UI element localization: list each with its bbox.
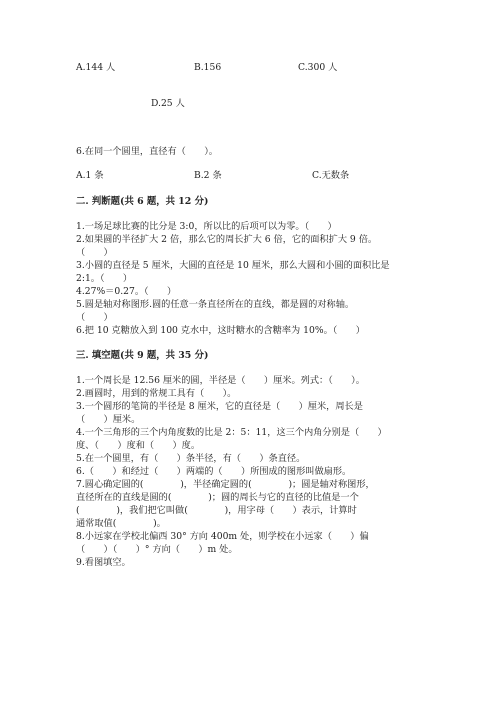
fill-line-14: （ ）（ ）° 方向（ ）m 处。 (76, 544, 238, 555)
fill-line-1: 1.一个周长是 12.56 厘米的圆，半径是（ ）厘米。列式：（ ）。 (76, 375, 365, 386)
tf-line-2: 2.如果圆的半径扩大 2 倍，那么它的周长扩大 6 倍，它的面积扩大 9 倍。 (76, 234, 378, 245)
tf-line-5: 2:1。（ ） (76, 273, 133, 284)
tf-line-1: 1.一场足球比赛的比分是 3:0，所以比的后项可以为零。（ ） (76, 221, 337, 232)
fill-line-12: 通常取值( )。 (76, 518, 166, 529)
fill-line-9: 7.圆心确定圆的( )，半径确定圆的( )；圆是轴对称图形， (76, 479, 375, 490)
fill-line-6: 度、（ ）度和（ ）度。 (76, 440, 201, 451)
fill-line-8: 6.（ ）和经过（ ）两端的（ ）所围成的图形叫做扇形。 (76, 466, 352, 477)
tf-line-8: （ ） (76, 312, 113, 323)
fill-line-4: （ ）厘米。 (76, 414, 141, 425)
section-2-title: 二. 判断题(共 6 题，共 12 分) (76, 196, 209, 207)
q5-option-b: B.156 (194, 62, 222, 73)
q6-option-b: B.2 条 (194, 170, 222, 181)
fill-line-7: 5.在一个圆里，有（ ）条半径，有（ ）条直径。 (76, 453, 306, 464)
tf-line-3: （ ） (76, 247, 113, 258)
q6-option-c: C.无数条 (312, 170, 350, 181)
fill-line-15: 9.看图填空。 (76, 557, 131, 568)
fill-line-3: 3.一个圆形的笔筒的半径是 8 厘米，它的直径是（ ）厘米，周长是 (76, 401, 363, 412)
q5-option-a: A.144 人 (76, 62, 116, 73)
section-3-title: 三. 填空题(共 9 题，共 35 分) (76, 350, 209, 361)
fill-line-11: ( )，我们把它叫做( )，用字母（ ）表示，计算时 (76, 505, 357, 516)
q5-option-d: D.25 人 (151, 98, 185, 109)
fill-line-10: 直径所在的直线是圆的( )；圆的周长与它的直径的比值是一个 (76, 492, 359, 503)
q6-option-a: A.1 条 (76, 170, 104, 181)
tf-line-6: 4.27%＝0.27。（ ） (76, 286, 177, 297)
fill-line-13: 8.小远家在学校北偏西 30° 方向 400m 处，则学校在小远家（ ）偏 (76, 531, 369, 542)
q5-option-c: C.300 人 (298, 62, 338, 73)
tf-line-9: 6.把 10 克糖放入到 100 克水中，这时糖水的含糖率为 10%。（ ） (76, 325, 365, 336)
fill-line-5: 4.一个三角形的三个内角度数的比是 2：5：11，这三个内角分别是（ ） (76, 427, 387, 438)
tf-line-7: 5.圆是轴对称图形.圆的任意一条直径所在的直线，都是圆的对称轴。 (76, 299, 355, 310)
fill-line-2: 2.画圆时，用到的常规工具有（ ）。 (76, 388, 237, 399)
tf-line-4: 3.小圆的直径是 5 厘米，大圆的直径是 10 厘米，那么大圆和小圆的面积比是 (76, 260, 390, 271)
q6-stem: 6.在同一个圆里，直径有（ ）。 (76, 146, 218, 157)
